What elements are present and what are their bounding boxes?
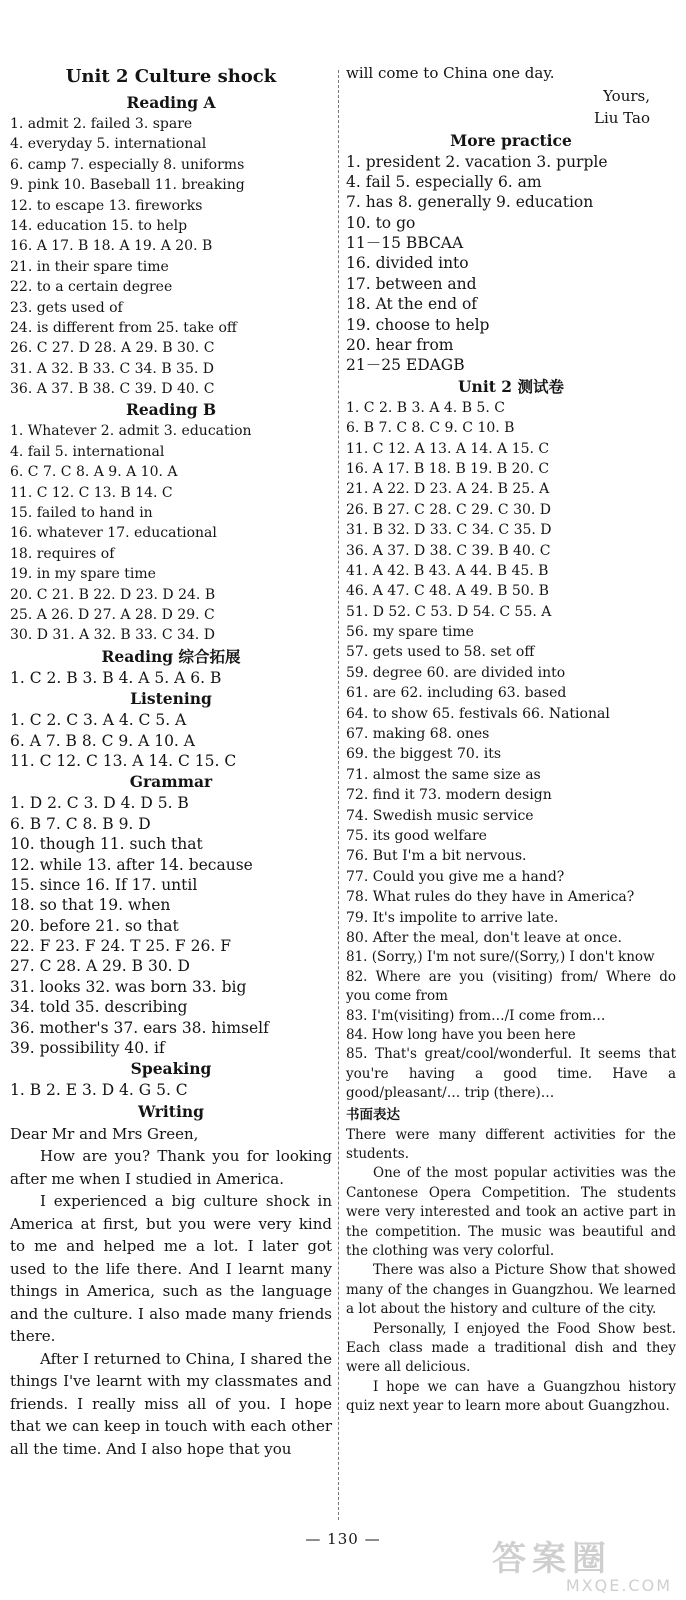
answer-line: 20. before 21. so that [10, 916, 179, 935]
answer-line: 26. C 27. D 28. A 29. B 30. C [10, 340, 215, 357]
unit-test-heading: Unit 2 测试卷 [458, 376, 564, 396]
answer-line: 16. A 17. B 18. A 19. A 20. B [10, 238, 213, 255]
answer-line: 21. A 22. D 23. A 24. B 25. A [346, 481, 550, 498]
answer-line: 18. requires of [10, 545, 115, 562]
answer-line: 77. Could you give me a hand? [346, 868, 565, 885]
answer-line: 31. looks 32. was born 33. big [10, 977, 247, 996]
answer-line: 31. A 32. B 33. C 34. B 35. D [10, 360, 214, 377]
answer-line: 36. A 37. B 38. C 39. D 40. C [10, 381, 215, 398]
answer-line: 6. B 7. C 8. B 9. D [10, 814, 151, 833]
reading-a-heading: Reading A [126, 93, 216, 112]
listening-answers [10, 710, 332, 771]
answer-line: 1. C 2. C 3. A 4. C 5. A [10, 711, 187, 730]
answer-line: 22. F 23. F 24. T 25. F 26. F [10, 937, 231, 956]
answer-line: 1. admit 2. failed 3. spare [10, 116, 193, 132]
unit-title: Unit 2 Culture shock [65, 66, 277, 87]
letter-closing: Yours, [603, 86, 650, 105]
answer-line: 11. C 12. A 13. A 14. A 15. C [346, 440, 550, 457]
answer-line: 6. C 7. C 8. A 9. A 10. A [10, 464, 178, 481]
answer-line: 57. gets used to 58. set off [346, 644, 535, 661]
column-divider [338, 70, 339, 1520]
answer-wrapped: 81. (Sorry,) I'm not sure/(Sorry,) I don't know [346, 949, 655, 966]
answer-line: 27. C 28. A 29. B 30. D [10, 957, 190, 976]
answer-line: 4. fail 5. especially 6. am [346, 172, 542, 191]
answer-line: 69. the biggest 70. its [346, 746, 502, 763]
answer-line: 19. in my spare time [10, 566, 156, 583]
left-column [10, 62, 332, 1460]
answer-line: 51. D 52. C 53. D 54. C 55. A [346, 603, 552, 620]
answer-line: 4. fail 5. international [10, 443, 165, 460]
page-number: — 130 — [305, 1530, 381, 1548]
essay-paragraph: There were many different activities for the students. [346, 1126, 676, 1162]
reading-b-answers [10, 421, 332, 645]
letter-paragraph: I experienced a big culture shock in America at first, but you were very kind to me and helped me a lot. I later got used to the life there. And I learnt many things in America, such as the language and the culture. I also made many friends there. [10, 1192, 332, 1346]
answer-line: 6. B 7. C 8. C 9. C 10. B [346, 420, 515, 437]
right-column [346, 62, 676, 1417]
answer-line: 79. It's impolite to arrive late. [346, 909, 559, 926]
answer-line: 11. C 12. C 13. B 14. C [10, 484, 173, 501]
reading-a-answers [10, 114, 332, 399]
reading-extension-heading: Reading 综合拓展 [101, 646, 241, 666]
letter-signature: Liu Tao [593, 109, 650, 127]
answer-line: 1. B 2. E 3. D 4. G 5. C [10, 1081, 188, 1100]
written-expression-heading: 书面表达 [346, 1106, 400, 1123]
answer-line: 19. choose to help [346, 315, 490, 334]
watermark-logo-url: MXQE.COM [565, 1576, 672, 1595]
answer-line: 74. Swedish music service [346, 807, 534, 824]
answer-line: 14. education 15. to help [10, 217, 188, 234]
essay-paragraph: One of the most popular activities was the Cantonese Opera Competition. The students were very interested and took an active part in the competition. The music was beautiful and the clothing was very colorful. [346, 1165, 676, 1260]
answer-wrapped: 85. That's great/cool/wonderful. It seems that you're having a good time. Have a good/pleasant/… trip (there)… [346, 1046, 676, 1102]
answer-line: 1. president 2. vacation 3. purple [346, 152, 608, 171]
answer-line: 16. A 17. B 18. B 19. B 20. C [346, 460, 550, 477]
essay-paragraph: There was also a Picture Show that showed many of the changes in Guangzhou. We learned a lot about the history and culture of the city. [346, 1262, 676, 1318]
answer-line: 41. A 42. B 43. A 44. B 45. B [346, 562, 549, 579]
answer-line: 67. making 68. ones [346, 726, 490, 743]
answer-line: 16. whatever 17. educational [10, 525, 217, 542]
answer-line: 59. degree 60. are divided into [346, 664, 566, 681]
essay-paragraph: I hope we can have a Guangzhou history quiz next year to learn more about Guangzhou. [346, 1378, 676, 1415]
answer-line: 7. has 8. generally 9. education [346, 193, 594, 212]
grammar-heading: Grammar [129, 772, 213, 792]
answer-line: 11. C 12. C 13. A 14. C 15. C [10, 751, 237, 770]
answer-line: 1. Whatever 2. admit 3. education [10, 423, 252, 440]
answer-line: 22. to a certain degree [10, 279, 173, 296]
letter-paragraph: After I returned to China, I shared the things I've learnt with my classmates and friends. I really miss all of you. I hope that we can keep in touch with each other all the time. And I also hope that you [10, 1349, 332, 1458]
grammar-answers [10, 793, 332, 1058]
answer-line: 1. D 2. C 3. D 4. D 5. B [10, 794, 189, 813]
answer-line: 1. C 2. B 3. B 4. A 5. A 6. B [10, 668, 222, 687]
writing-letter [10, 1123, 332, 1461]
answer-line: 9. pink 10. Baseball 11. breaking [10, 177, 245, 194]
answer-line: 80. After the meal, don't leave at once. [346, 929, 623, 946]
answer-line: 26. B 27. C 28. C 29. C 30. D [346, 501, 552, 518]
answer-line: 56. my spare time [346, 624, 474, 641]
answer-line: 18. At the end of [346, 295, 478, 314]
answer-line: 36. mother's 37. ears 38. himself [10, 1018, 269, 1037]
answer-line: 39. possibility 40. if [10, 1039, 165, 1058]
answer-line: 1. C 2. B 3. A 4. B 5. C [346, 399, 505, 416]
unit-test-answers [346, 398, 676, 1104]
watermark-logo [492, 1540, 672, 1596]
answer-line: 30. D 31. A 32. B 33. C 34. D [10, 627, 215, 644]
answer-line: 12. to escape 13. fireworks [10, 197, 203, 214]
more-practice-answers [346, 152, 676, 376]
answer-line: 23. gets used of [10, 299, 123, 316]
answer-line: 24. is different from 25. take off [10, 319, 237, 336]
answer-line: 4. everyday 5. international [10, 136, 207, 153]
answer-wrapped: 83. I'm(visiting) from…/I come from… [346, 1007, 606, 1024]
answer-line: 21. in their spare time [10, 258, 169, 275]
answer-line: 31. B 32. D 33. C 34. C 35. D [346, 522, 552, 539]
writing-heading: Writing [138, 1101, 204, 1121]
answer-line: 76. But I'm a bit nervous. [346, 848, 527, 865]
answer-line: 36. A 37. D 38. C 39. B 40. C [346, 542, 551, 559]
written-expression-essay [346, 1126, 676, 1417]
answer-line: 25. A 26. D 27. A 28. D 29. C [10, 606, 215, 623]
answer-line: 46. A 47. C 48. A 49. B 50. B [346, 583, 549, 600]
answer-wrapped: 84. How long have you been here [346, 1026, 576, 1043]
answer-line: 15. failed to hand in [10, 505, 153, 522]
letter-salutation: Dear Mr and Mrs Green, [10, 1124, 199, 1143]
answer-line: 64. to show 65. festivals 66. National [346, 705, 610, 722]
listening-heading: Listening [130, 689, 212, 709]
answer-line: 71. almost the same size as [346, 766, 541, 783]
answer-line: 72. find it 73. modern design [346, 787, 552, 804]
answer-line: 75. its good welfare [346, 828, 487, 844]
answer-line: 16. divided into [346, 254, 469, 273]
letter-continuation: will come to China one day. [346, 64, 555, 82]
letter-paragraph: How are you? Thank you for looking after me when I studied in America. [10, 1147, 332, 1188]
answer-line: 6. camp 7. especially 8. uniforms [10, 156, 245, 173]
answer-line: 10. though 11. such that [10, 835, 203, 854]
speaking-heading: Speaking [130, 1059, 212, 1079]
answer-line: 18. so that 19. when [10, 896, 171, 915]
answer-line: 78. What rules do they have in America? [346, 889, 635, 906]
more-practice-heading: More practice [450, 130, 572, 150]
answer-line: 21－25 EDAGB [346, 356, 465, 375]
essay-paragraph: Personally, I enjoyed the Food Show best. Each class made a traditional dish and they were all delicious. [346, 1320, 676, 1376]
answer-line: 20. C 21. B 22. D 23. D 24. B [10, 586, 216, 603]
answer-line: 20. hear from [346, 336, 454, 355]
answer-line: 34. told 35. describing [10, 998, 188, 1017]
answer-line: 10. to go [346, 213, 416, 232]
answer-line: 15. since 16. If 17. until [10, 875, 198, 894]
answer-line: 17. between and [346, 274, 477, 293]
answer-wrapped: 82. Where are you (visiting) from/ Where do you come from [346, 968, 676, 1005]
watermark-logo-text: 答案圈 [492, 1539, 612, 1579]
answer-line: 12. while 13. after 14. because [10, 855, 253, 874]
answer-line: 6. A 7. B 8. C 9. A 10. A [10, 731, 195, 750]
answer-line: 11－15 BBCAA [346, 234, 464, 253]
answer-line: 61. are 62. including 63. based [346, 685, 567, 702]
reading-b-heading: Reading B [125, 400, 217, 420]
